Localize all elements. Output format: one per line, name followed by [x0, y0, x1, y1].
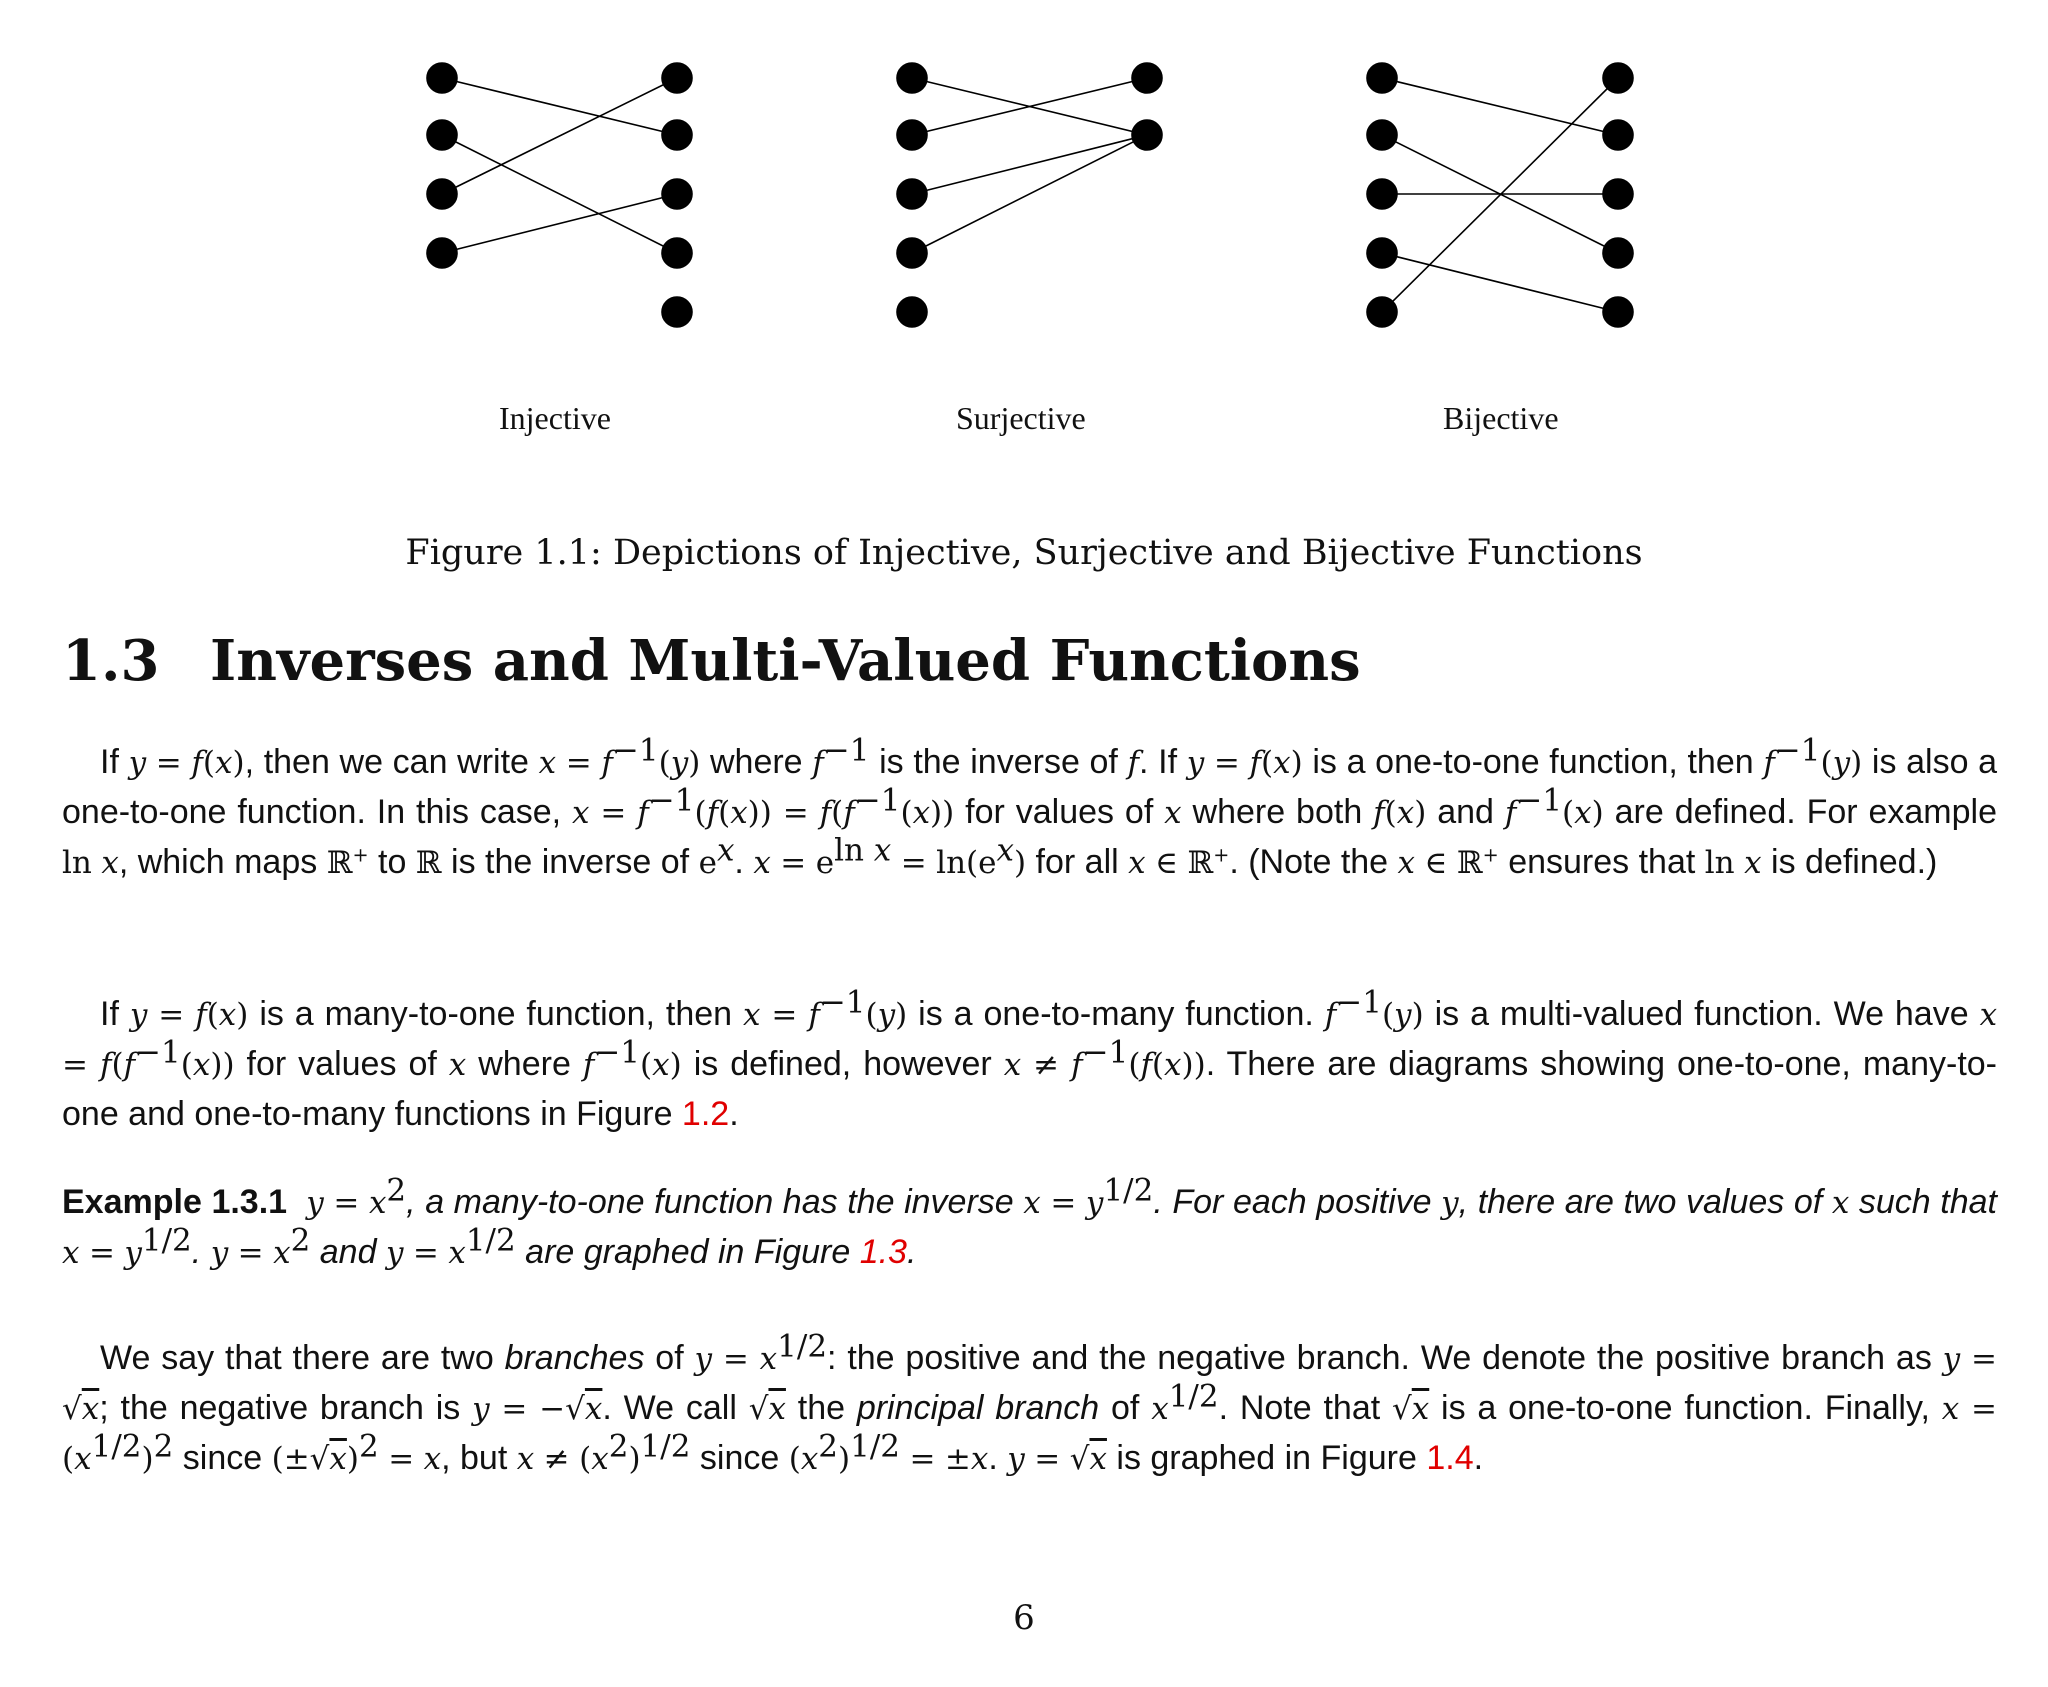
codomain-dot — [662, 179, 692, 209]
section-heading — [62, 628, 1361, 694]
domain-dot — [427, 120, 457, 150]
page-number: 6 — [1013, 1598, 1035, 1638]
function-diagrams-figure — [0, 0, 2048, 460]
codomain-dot — [1132, 63, 1162, 93]
domain-dot — [427, 238, 457, 268]
figure-ref-1-2[interactable]: 1.2 — [681, 1095, 730, 1133]
domain-dot — [427, 179, 457, 209]
domain-dot — [897, 120, 927, 150]
section-title: Inverses and Multi-Valued Functions — [210, 628, 1361, 694]
domain-dot — [897, 179, 927, 209]
paragraph-many-to-one: If y = f(x) is a many-to-one function, then $x = f^{-1}(y)$ is a one-to-many function. $f^{-1}(y)$ is a multi-valued function. We have $x = f(f^{-1}(x))$ for values of x where $f^{-1}(x)$ is defined, however $x \ne f^{-1}(f(x))$. There are diagrams showing one-to-one, many-to-one and one-to-many functions in Figure 1.2. — [62, 984, 1998, 1133]
domain-dot — [427, 63, 457, 93]
domain-dot — [897, 238, 927, 268]
label-injective: Injective — [499, 400, 611, 436]
codomain-dot — [1603, 238, 1633, 268]
domain-dot — [1367, 120, 1397, 150]
domain-dot — [1367, 297, 1397, 327]
section-number: 1.3 — [62, 628, 160, 694]
domain-dot — [1367, 63, 1397, 93]
label-bijective: Bijective — [1443, 400, 1559, 436]
codomain-dot — [662, 120, 692, 150]
codomain-dot — [1603, 63, 1633, 93]
figure-caption: Figure 1.1: Depictions of Injective, Surjective and Bijective Functions — [405, 533, 1643, 573]
example-label: Example 1.3.1 — [62, 1183, 288, 1221]
figure-ref-1-3[interactable]: 1.3 — [859, 1233, 907, 1271]
codomain-dot — [1603, 179, 1633, 209]
codomain-dot — [1132, 120, 1162, 150]
codomain-dot — [1603, 120, 1633, 150]
domain-dot — [1367, 238, 1397, 268]
codomain-dot — [662, 63, 692, 93]
domain-dot — [897, 63, 927, 93]
bijective-diagram — [1367, 63, 1633, 327]
example-1-3-1: Example 1.3.1 $y = x^2$, a many-to-one function has the inverse $x = y^{1/2}$. For each positive y, there are two values of x such that $x = y^{1/2}$. $y = x^2$ and $y = x^{1/2}$ are graphed in Figure 1.3. — [62, 1172, 1997, 1271]
figure-ref-1-4[interactable]: 1.4 — [1426, 1439, 1474, 1477]
label-surjective: Surjective — [956, 400, 1086, 436]
domain-dot — [1367, 179, 1397, 209]
codomain-dot — [662, 297, 692, 327]
injective-diagram — [427, 63, 692, 327]
surjective-diagram — [897, 63, 1162, 327]
paragraph-inverse-definition: If y = f(x), then we can write $x = f^{-1}(y)$ where $f^{-1}$ is the inverse of f. If y = f(x) is a one-to-one function, then $f^{-1}(y)$ is also a one-to-one function. In this case, $x = f^{-1}(f(x)) = f(f^{-1}(x))$ for values of x where both f(x) and $f^{-1}(x)$ are defined. For example ln x, which maps ℝ+ to ℝ is the inverse of $e^x$. $x = e^{ln x} = \ln(e^x)$ for all x ∈ ℝ+. (Note the x ∈ ℝ+ ensures that ln x is defined.) — [62, 732, 1998, 881]
codomain-dot — [662, 238, 692, 268]
paragraph-branches: We say that there are two branches of $y = x^{1/2}$: the positive and the negative branch. We denote the positive branch as y = √x; the negative branch is y = −√x. We call √x the principal branch of $x^{1/2}$. Note that √x is a one-to-one function. Finally, $x = (x^{1/2})^2$ since $(\pm√x)^2 = x$, but $x \ne (x^2)^{1/2}$ since $(x^2)^{1/2} = \pm x$. y = √x is graphed in Figure 1.4. — [62, 1328, 1997, 1477]
domain-dot — [897, 297, 927, 327]
codomain-dot — [1603, 297, 1633, 327]
